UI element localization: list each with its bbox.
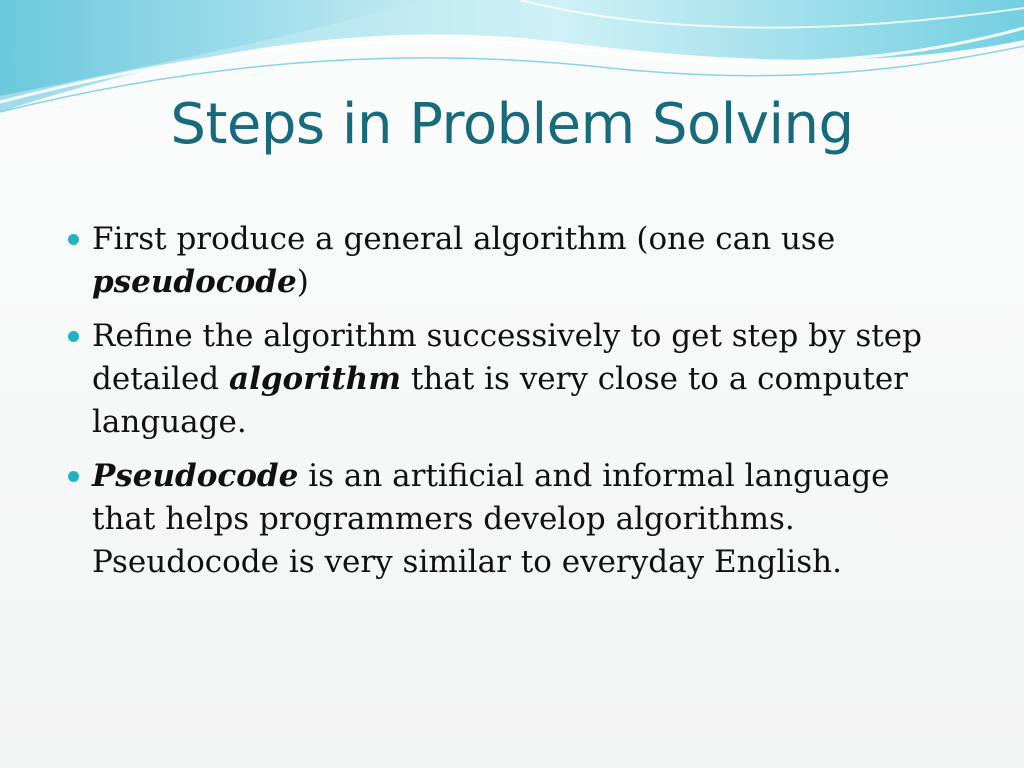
bullet-emphasis: Pseudocode xyxy=(92,458,299,494)
bullet-item xyxy=(62,315,962,444)
bullet-dot-icon xyxy=(68,471,79,482)
bullet-text: Refine the algorithm successively to get step by step detailed xyxy=(92,318,922,397)
bullet-item xyxy=(62,218,962,304)
bullet-dot-icon xyxy=(68,331,79,342)
bullet-list xyxy=(62,218,962,595)
bullet-dot-icon xyxy=(68,234,79,245)
bullet-text: ) xyxy=(296,264,309,300)
bullet-item xyxy=(62,455,962,584)
slide-title: Steps in Problem Solving xyxy=(170,92,854,157)
bullet-emphasis: pseudocode xyxy=(92,264,297,300)
bullet-text: First produce a general algorithm (one can use xyxy=(92,221,836,257)
bullet-text: is an artificial and informal language that helps programmers develop algorithms. Pseudocode is very similar to everyday English. xyxy=(92,458,890,580)
bullet-text: that is very close to a computer language. xyxy=(92,361,909,440)
bullet-emphasis: algorithm xyxy=(229,361,401,397)
